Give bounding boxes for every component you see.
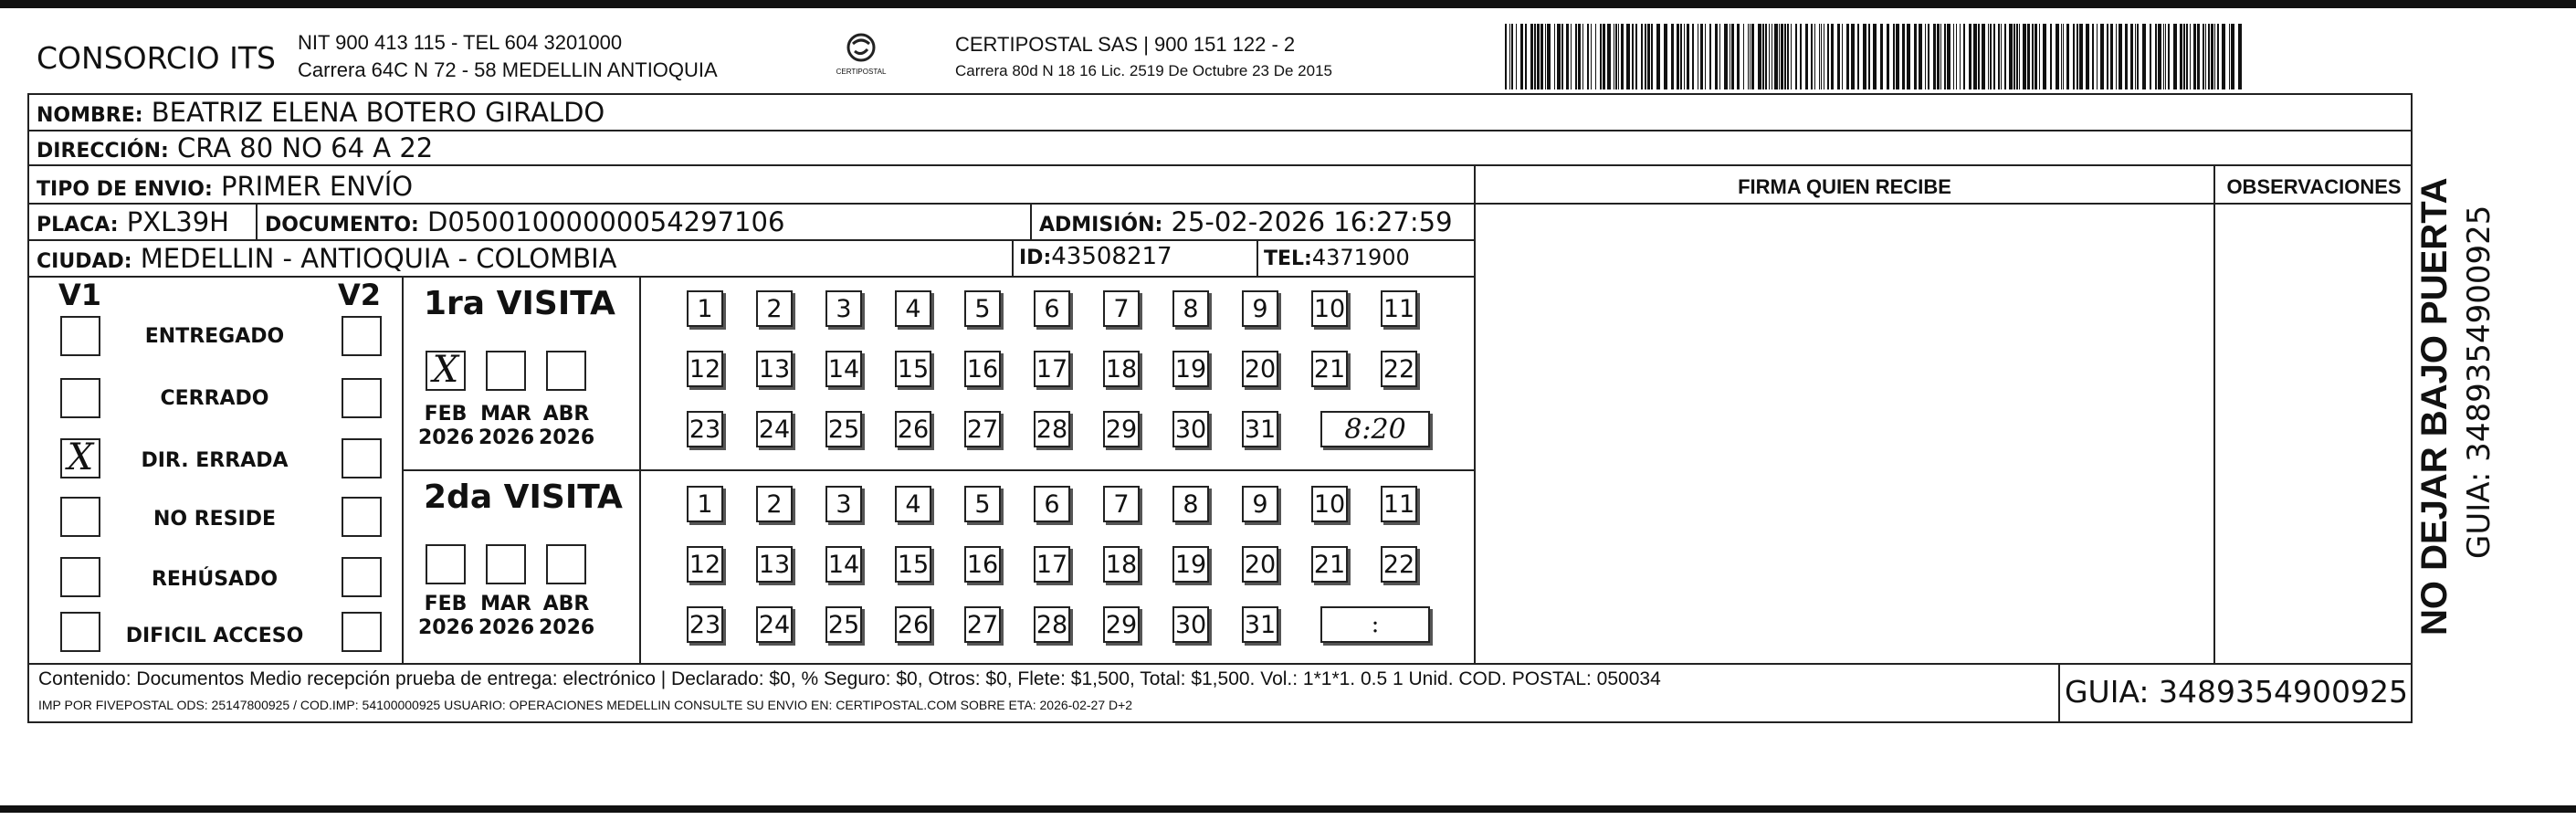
day-box[interactable]: 9 [1242,290,1278,327]
signature-column-header: FIRMA QUIEN RECIBE [1738,175,1951,198]
day-box[interactable]: 16 [964,351,1001,387]
visit-1-month-mark: X [432,349,459,391]
day-grid-row [687,606,1509,648]
day-box[interactable]: 1 [687,486,723,522]
status-v1-header: V1 [58,278,102,312]
day-box[interactable]: 29 [1103,606,1140,643]
day-box[interactable]: 29 [1103,411,1140,447]
day-box[interactable]: 30 [1172,411,1209,447]
address-label: DIRECCIÓN: [37,140,169,163]
admission-date: 25-02-2026 16:27:59 [1171,206,1453,237]
visit-1-title: 1ra VISITA [424,285,615,322]
status-label-dir-errada: DIR. ERRADA [141,449,289,472]
footer-print-info: IMP POR FIVEPOSTAL ODS: 25147800925 / COD.IMP: 54100000925 USUARIO: OPERACIONES MEDELLIN CONSULTE SU ENVIO EN: CERTIPOSTAL.COM SOBRE ETA: 2026-02-27 D+2 [38,698,1133,712]
top-border-bar [0,0,2576,8]
day-box[interactable]: 17 [1034,546,1070,583]
shipment-type: PRIMER ENVÍO [221,171,414,202]
certipostal-logo-caption: CERTIPOSTAL [836,68,887,76]
day-box[interactable]: 26 [895,411,931,447]
visit-1-day-grid [687,290,1472,464]
visit-1-year-feb: 2026 [418,426,475,449]
recipient-name: BEATRIZ ELENA BOTERO GIRALDO [151,97,605,128]
admission-label: ADMISIÓN: [1039,214,1163,237]
day-box[interactable]: 10 [1311,290,1348,327]
visit-2-month-feb: FEB [424,593,468,615]
sender-address: Carrera 64C N 72 - 58 MEDELLIN ANTIOQUIA [298,58,718,81]
visit-2-year-feb: 2026 [418,616,475,639]
v2-checkbox-entregado[interactable] [342,316,382,356]
day-box[interactable]: 28 [1034,411,1070,447]
day-box[interactable]: 14 [825,546,862,583]
day-box[interactable]: 20 [1242,546,1278,583]
observations-column-header: OBSERVACIONES [2226,175,2402,198]
day-box[interactable]: 6 [1034,290,1070,327]
side-warning: NO DEJAR BAJO PUERTA [2414,177,2455,636]
admission-row [1039,206,1453,237]
day-box[interactable]: 2 [756,290,793,327]
day-box[interactable]: 3 [825,290,862,327]
day-box[interactable]: 3 [825,486,862,522]
barcode [1505,24,2243,89]
day-box[interactable]: 5 [964,290,1001,327]
day-box[interactable]: 15 [895,351,931,387]
side-guide-number: GUIA: 3489354900925 [2461,205,2497,559]
visit-time-box[interactable]: 8:20 [1320,411,1430,447]
day-box[interactable]: 12 [687,351,723,387]
visit-1-panel [404,278,639,469]
status-label-cerrado: CERRADO [160,387,269,410]
city-row [37,243,617,274]
day-box[interactable]: 14 [825,351,862,387]
day-box[interactable]: 13 [756,351,793,387]
day-box[interactable]: 19 [1172,546,1209,583]
recipient-address: CRA 80 NO 64 A 22 [177,132,434,163]
day-box[interactable]: 6 [1034,486,1070,522]
day-grid-row [687,290,1509,332]
sender-company: CONSORCIO ITS [37,40,276,76]
status-v2-header: V2 [338,278,382,312]
day-grid-row [687,546,1509,588]
courier-license: Carrera 80d N 18 16 Lic. 2519 De Octubre 23 De 2015 [955,62,1332,79]
status-label-entregado: ENTREGADO [144,325,285,348]
bottom-border-bar [0,805,2576,813]
v2-checkbox-rehusado[interactable] [342,557,382,597]
day-box[interactable]: 24 [756,606,793,643]
day-box[interactable]: 4 [895,290,931,327]
recipient-tel: 4371900 [1311,245,1410,270]
signature-area[interactable] [1476,203,2213,663]
day-box[interactable]: 20 [1242,351,1278,387]
day-box[interactable]: 22 [1381,351,1417,387]
visit-1-month-abr-box[interactable] [546,351,586,391]
day-box[interactable]: 13 [756,546,793,583]
day-box[interactable]: 17 [1034,351,1070,387]
visit-2-year-abr: 2026 [539,616,595,639]
day-box[interactable]: 28 [1034,606,1070,643]
day-grid-row [687,411,1509,453]
day-box[interactable]: 24 [756,411,793,447]
document-number: D05001000000054297106 [427,206,785,237]
recipient-address-row [37,132,433,163]
day-box[interactable]: 18 [1103,351,1140,387]
visit-time-box[interactable]: : [1320,606,1430,643]
day-box[interactable]: 21 [1311,546,1348,583]
status-label-rehusado: REHÚSADO [151,568,279,591]
day-box[interactable]: 18 [1103,546,1140,583]
day-box[interactable]: 30 [1172,606,1209,643]
visit-2-month-feb-box[interactable] [426,544,466,584]
day-box[interactable]: 4 [895,486,931,522]
visit-1-month-mar-box[interactable] [486,351,526,391]
visit-2-month-mar-box[interactable] [486,544,526,584]
day-box[interactable]: 19 [1172,351,1209,387]
day-box[interactable]: 26 [895,606,931,643]
day-box[interactable]: 25 [825,411,862,447]
plate-label: PLACA: [37,214,119,237]
visit-2-title: 2da VISITA [424,478,623,516]
day-box[interactable]: 31 [1242,606,1278,643]
vehicle-plate: PXL39H [126,206,229,237]
day-box[interactable]: 27 [964,606,1001,643]
footer-guide-number: GUIA: 3489354900925 [2064,674,2408,710]
day-box[interactable]: 12 [687,546,723,583]
day-box[interactable]: 21 [1311,351,1348,387]
plate-row [37,206,229,237]
visit-2-month-abr-box[interactable] [546,544,586,584]
tel-row [1264,245,1410,270]
day-box[interactable]: 25 [825,606,862,643]
v2-checkbox-cerrado[interactable] [342,378,382,418]
status-label-dificil-acceso: DIFICIL ACCESO [125,625,304,647]
day-box[interactable]: 9 [1242,486,1278,522]
recipient-name-row [37,97,605,128]
footer-contents: Contenido: Documentos Medio recepción prueba de entrega: electrónico | Declarado: $0, % Seguro: $0, Otros: $0, Flete: $1,500, Total: $1,500. Vol.: 1*1*1. 0.5 1 Unid. COD. POSTAL: 050034 [38,668,1661,689]
day-box[interactable]: 10 [1311,486,1348,522]
day-box[interactable]: 7 [1103,486,1140,522]
visit-2-day-grid [687,486,1472,659]
check-mark: X [67,436,94,478]
visit-1-month-feb: FEB [424,403,468,426]
visit-2-month-mar: MAR [480,593,531,615]
tel-label: TEL: [1264,247,1312,270]
day-box[interactable]: 23 [687,411,723,447]
type-label: TIPO DE ENVIO: [37,178,213,201]
day-box[interactable]: 1 [687,290,723,327]
visit-2-year-mar: 2026 [478,616,535,639]
recipient-id: 43508217 [1051,243,1172,270]
visit-1-month-mar: MAR [480,403,531,426]
day-box[interactable]: 7 [1103,290,1140,327]
day-grid-row [687,351,1509,393]
day-box[interactable]: 2 [756,486,793,522]
day-box[interactable]: 11 [1381,290,1417,327]
shipment-type-row [37,171,413,202]
document-label: DOCUMENTO: [265,214,419,237]
day-box[interactable]: 11 [1381,486,1417,522]
name-label: NOMBRE: [37,104,143,127]
day-box[interactable]: 16 [964,546,1001,583]
day-box[interactable]: 23 [687,606,723,643]
day-box[interactable]: 5 [964,486,1001,522]
visit-2-panel [404,471,639,663]
v2-checkbox-dificil-acceso[interactable] [342,612,382,652]
courier-name: CERTIPOSTAL SAS | 900 151 122 - 2 [955,33,1296,56]
visit-1-year-mar: 2026 [478,426,535,449]
day-box[interactable]: 15 [895,546,931,583]
v2-checkbox-dir-errada[interactable] [342,438,382,478]
visit-2-month-abr: ABR [542,593,590,615]
day-box[interactable]: 8 [1172,290,1209,327]
recipient-city: MEDELLIN - ANTIOQUIA - COLOMBIA [140,243,617,274]
visit-1-month-feb-box[interactable] [426,351,466,391]
id-row [1019,243,1172,270]
certipostal-logo [836,31,887,86]
observations-area[interactable] [2215,203,2411,663]
visit-1-month-abr: ABR [542,403,590,426]
city-label: CIUDAD: [37,250,132,273]
id-label: ID: [1019,247,1052,269]
visit-1-year-abr: 2026 [539,426,595,449]
day-box[interactable]: 27 [964,411,1001,447]
sender-nit-tel: NIT 900 413 115 - TEL 604 3201000 [298,31,623,54]
day-box[interactable]: 22 [1381,546,1417,583]
v2-checkbox-no-reside[interactable] [342,497,382,537]
day-grid-row [687,486,1509,528]
day-box[interactable]: 8 [1172,486,1209,522]
day-box[interactable]: 31 [1242,411,1278,447]
document-row [265,206,784,237]
status-label-no-reside: NO RESIDE [152,508,277,531]
